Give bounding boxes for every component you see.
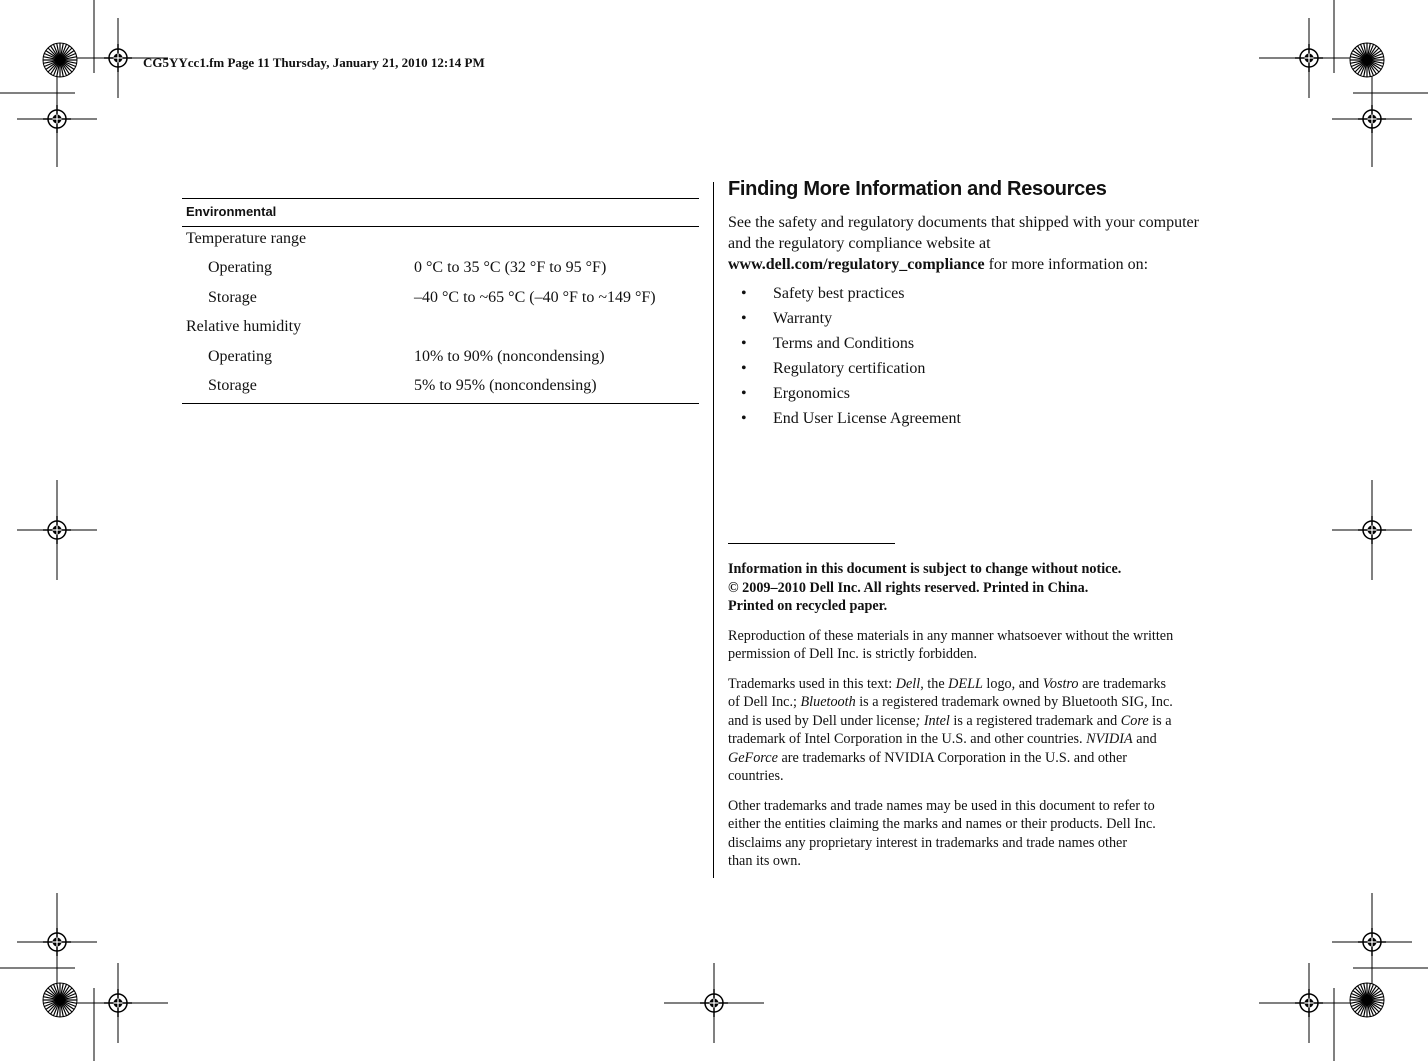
footnote-rule	[728, 543, 895, 544]
tm-intel: Intel	[923, 712, 950, 729]
list-item-label: End User License Agreement	[773, 410, 961, 427]
recycled-paper-line: Printed on recycled paper.	[728, 598, 888, 614]
row-label: Storage	[208, 376, 257, 394]
compliance-url: www.dell.com/regulatory_compliance	[728, 256, 985, 273]
tm-text: are trademarks of NVIDIA Corporation in the U.S. and other	[777, 749, 1127, 766]
tm-text: is a registered trademark owned by Bluetooth SIG, Inc.	[855, 694, 1173, 710]
list-item-label: Ergonomics	[773, 385, 851, 402]
table-row	[182, 315, 699, 344]
tm-text: of Dell Inc.;	[728, 694, 801, 710]
tm-text: and	[1132, 731, 1157, 747]
bullet-icon: •	[741, 410, 747, 427]
bullet-icon: •	[741, 360, 747, 377]
list-item	[728, 281, 1248, 306]
tm-text: are trademarks	[1078, 675, 1166, 692]
row-value: –40 °C to ~65 °C (–40 °F to ~149 °F)	[414, 288, 656, 306]
reproduction-notice	[728, 627, 1248, 664]
reproduction-line-2: permission of Dell Inc. is strictly forbidden.	[728, 646, 978, 662]
tm-text: ;	[915, 712, 924, 729]
other-line-2: either the entities claiming the marks and names or their products. Dell Inc.	[728, 816, 1156, 832]
table-row	[182, 256, 699, 285]
bullet-icon: •	[741, 385, 747, 402]
table-title: Environmental	[186, 204, 277, 219]
list-item-label: Terms and Conditions	[773, 335, 915, 352]
tm-bluetooth: Bluetooth	[800, 694, 856, 710]
table-body	[182, 227, 699, 403]
tm-text: and is used by Dell under license	[728, 712, 916, 729]
row-label: Temperature range	[186, 230, 307, 247]
other-line-3: disclaims any proprietary interest in trademarks and trade names other	[728, 834, 1128, 851]
table-row	[182, 374, 699, 403]
tm-text: trademark of Intel Corporation in the U.S. and other countries.	[728, 731, 1087, 747]
intro-paragraph	[728, 212, 1248, 275]
table-row	[182, 286, 699, 315]
table-row	[182, 227, 699, 256]
change-notice	[728, 560, 1248, 616]
other-line-4: than its own.	[728, 853, 801, 869]
row-value: 0 °C to 35 °C (32 °F to 95 °F)	[414, 259, 607, 277]
row-value: 10% to 90% (noncondensing)	[414, 347, 605, 365]
resource-list	[728, 281, 1248, 431]
tm-text: countries.	[728, 768, 784, 784]
tm-text: is a	[1148, 712, 1172, 729]
notice-line-1: Information in this document is subject to change without notice.	[728, 561, 1122, 577]
bullet-icon: •	[741, 335, 747, 352]
other-line-1: Other trademarks and trade names may be used in this document to refer to	[728, 797, 1155, 814]
legal-notices	[728, 560, 1248, 871]
intro-line-2: and the regulatory compliance website at	[728, 235, 991, 252]
row-value: 5% to 95% (noncondensing)	[414, 376, 597, 394]
list-item	[728, 331, 1248, 356]
tm-nvidia: NVIDIA	[1086, 731, 1133, 747]
tm-core: Core	[1120, 712, 1149, 729]
list-item-label: Regulatory certification	[773, 360, 926, 377]
bullet-icon: •	[741, 285, 747, 302]
copyright-line: © 2009–2010 Dell Inc. All rights reserved. Printed in China.	[728, 579, 1089, 596]
row-label: Operating	[208, 347, 272, 365]
row-label: Storage	[208, 288, 257, 306]
tm-dell-logo: DELL	[948, 675, 983, 692]
list-item	[728, 381, 1248, 406]
tm-text: , the	[920, 675, 949, 692]
intro-line-1: See the safety and regulatory documents that shipped with your computer	[728, 214, 1199, 231]
tm-dell: Dell	[895, 675, 921, 692]
column-divider	[713, 182, 714, 878]
tm-text: is a registered trademark and	[949, 712, 1121, 729]
reproduction-line-1: Reproduction of these materials in any manner whatsoever without the written	[728, 627, 1174, 644]
row-label: Relative humidity	[186, 318, 302, 336]
environmental-table	[182, 198, 699, 404]
resources-section	[728, 176, 1248, 431]
row-label: Operating	[208, 259, 272, 277]
tm-text: Trademarks used in this text:	[728, 675, 896, 692]
intro-tail: for more information on:	[984, 256, 1149, 273]
list-item-label: Safety best practices	[773, 285, 905, 302]
list-item	[728, 356, 1248, 381]
tm-text: logo, and	[982, 675, 1043, 692]
tm-vostro: Vostro	[1042, 675, 1079, 692]
other-trademarks-notice	[728, 797, 1248, 871]
table-bottom-rule	[182, 403, 699, 404]
bullet-icon: •	[741, 310, 747, 327]
table-row	[182, 345, 699, 374]
list-item-label: Warranty	[773, 310, 833, 327]
list-item	[728, 406, 1248, 431]
trademarks-notice	[728, 675, 1248, 786]
section-heading: Finding More Information and Resources	[728, 178, 1107, 200]
print-header: CG5YYcc1.fm Page 11 Thursday, January 21, 2010 12:14 PM	[143, 55, 485, 70]
tm-geforce: GeForce	[728, 749, 778, 766]
list-item	[728, 306, 1248, 331]
